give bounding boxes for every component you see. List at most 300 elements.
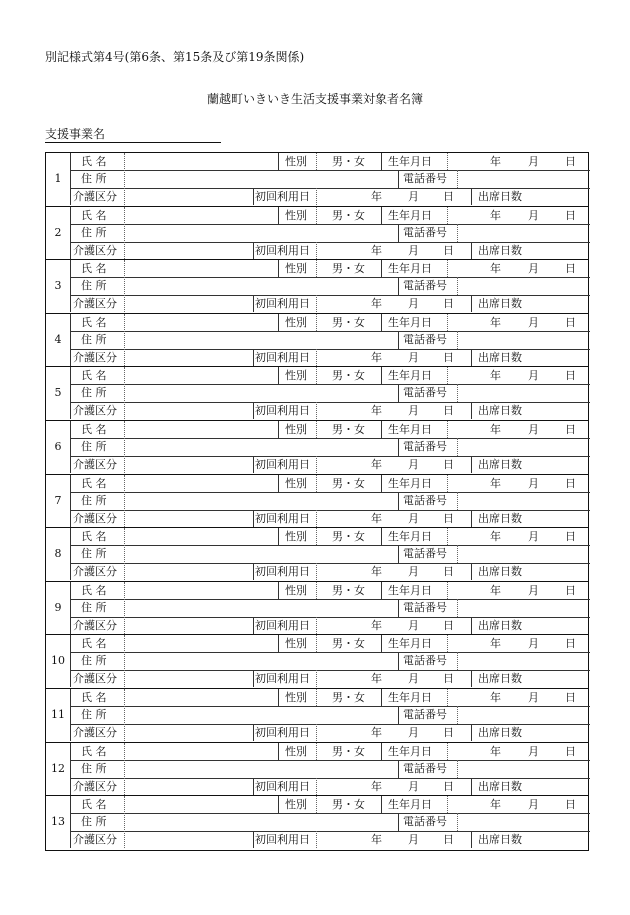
address-label: 住 所 xyxy=(81,707,107,721)
sex-options[interactable]: 男・女 xyxy=(332,155,365,168)
first-use-month-label: 月 xyxy=(408,297,419,311)
column-divider xyxy=(70,475,71,527)
phone-field[interactable] xyxy=(457,277,590,295)
entry-number: 13 xyxy=(51,815,65,829)
roster-entry xyxy=(46,743,588,797)
first-use-month-label: 月 xyxy=(408,511,419,525)
address-label: 住 所 xyxy=(81,279,107,293)
column-divider xyxy=(398,277,399,295)
address-field[interactable] xyxy=(124,438,398,456)
column-divider xyxy=(471,349,472,366)
address-label: 住 所 xyxy=(81,493,107,507)
name-field[interactable] xyxy=(124,475,278,492)
birth-year-label: 年 xyxy=(490,798,501,812)
care-level-field[interactable] xyxy=(124,617,253,634)
phone-label: 電話番号 xyxy=(403,815,447,829)
entry-number: 9 xyxy=(54,600,62,614)
column-divider xyxy=(381,260,382,277)
column-divider xyxy=(381,689,382,706)
label-separator xyxy=(447,367,448,384)
first-use-year-label: 年 xyxy=(371,511,382,525)
address-label: 住 所 xyxy=(81,225,107,239)
attendance-field[interactable] xyxy=(526,349,590,366)
birth-day-label: 日 xyxy=(565,315,576,329)
birth-year-label: 年 xyxy=(490,637,501,651)
name-label: 氏 名 xyxy=(81,530,107,544)
care-level-label: 介護区分 xyxy=(73,243,117,257)
birthdate-label: 生年月日 xyxy=(388,315,432,329)
address-field[interactable] xyxy=(124,652,398,670)
column-divider xyxy=(471,563,472,580)
phone-label: 電話番号 xyxy=(403,600,447,614)
label-separator xyxy=(316,724,317,741)
phone-field[interactable] xyxy=(457,652,590,670)
first-use-year-label: 年 xyxy=(371,457,382,471)
sex-options[interactable]: 男・女 xyxy=(332,637,365,651)
birth-month-label: 月 xyxy=(528,369,539,383)
birth-day-label: 日 xyxy=(565,798,576,812)
column-divider xyxy=(253,670,254,687)
entry-number: 10 xyxy=(51,654,65,668)
first-use-label: 初回利用日 xyxy=(255,243,310,257)
name-label: 氏 名 xyxy=(81,690,107,704)
first-use-day-label: 日 xyxy=(443,190,454,203)
column-divider xyxy=(253,724,254,741)
business-name-field[interactable]: 支援事業名 xyxy=(45,127,221,143)
first-use-year-label: 年 xyxy=(371,565,382,579)
address-label: 住 所 xyxy=(81,654,107,668)
attendance-label: 出席日数 xyxy=(478,457,522,471)
name-field[interactable] xyxy=(124,367,278,384)
column-divider xyxy=(381,367,382,384)
birthdate-label: 生年月日 xyxy=(388,530,432,544)
first-use-label: 初回利用日 xyxy=(255,779,310,793)
page-title: 蘭越町いきいき生活支援事業対象者名簿 xyxy=(206,92,423,106)
birth-month-label: 月 xyxy=(528,315,539,329)
name-field[interactable] xyxy=(124,528,278,545)
birth-month-label: 月 xyxy=(528,208,539,222)
name-label: 氏 名 xyxy=(81,262,107,276)
sex-label: 性別 xyxy=(285,155,307,168)
address-label: 住 所 xyxy=(81,332,107,346)
care-level-field[interactable] xyxy=(124,188,253,205)
attendance-field[interactable] xyxy=(526,778,590,795)
column-divider xyxy=(253,563,254,580)
name-field[interactable] xyxy=(124,635,278,652)
birth-year-label: 年 xyxy=(490,422,501,436)
label-separator xyxy=(447,582,448,599)
entry-number: 3 xyxy=(54,279,62,293)
attendance-label: 出席日数 xyxy=(478,672,522,686)
attendance-field[interactable] xyxy=(526,617,590,634)
birth-month-label: 月 xyxy=(528,422,539,436)
label-separator xyxy=(316,635,317,652)
column-divider xyxy=(471,456,472,473)
first-use-day-label: 日 xyxy=(443,511,454,525)
care-level-field[interactable] xyxy=(124,402,253,419)
column-divider xyxy=(471,295,472,312)
column-divider xyxy=(381,314,382,331)
entry-number: 11 xyxy=(51,707,65,721)
care-level-field[interactable] xyxy=(124,295,253,312)
birthdate-label: 生年月日 xyxy=(388,155,432,168)
name-label: 氏 名 xyxy=(81,744,107,758)
first-use-day-label: 日 xyxy=(443,779,454,793)
phone-field[interactable] xyxy=(457,760,590,778)
attendance-field[interactable] xyxy=(526,295,590,312)
birth-year-label: 年 xyxy=(490,583,501,597)
care-level-label: 介護区分 xyxy=(73,779,117,793)
first-use-month-label: 月 xyxy=(408,618,419,632)
column-divider xyxy=(398,170,399,188)
name-field[interactable] xyxy=(124,153,278,170)
name-field[interactable] xyxy=(124,314,278,331)
care-level-label: 介護区分 xyxy=(73,725,117,739)
care-level-label: 介護区分 xyxy=(73,297,117,311)
care-level-label: 介護区分 xyxy=(73,457,117,471)
roster-entry xyxy=(46,153,588,207)
first-use-month-label: 月 xyxy=(408,725,419,739)
first-use-month-label: 月 xyxy=(408,404,419,418)
roster-entry xyxy=(46,314,588,368)
label-separator xyxy=(447,207,448,224)
column-divider xyxy=(471,402,472,419)
attendance-label: 出席日数 xyxy=(478,565,522,579)
birth-month-label: 月 xyxy=(528,637,539,651)
sex-label: 性別 xyxy=(285,798,307,812)
column-divider xyxy=(70,582,71,634)
column-divider xyxy=(381,796,382,813)
label-separator xyxy=(447,689,448,706)
column-divider xyxy=(398,331,399,349)
address-label: 住 所 xyxy=(81,547,107,561)
column-divider xyxy=(381,528,382,545)
birth-month-label: 月 xyxy=(528,155,539,168)
birth-day-label: 日 xyxy=(565,744,576,758)
label-separator xyxy=(447,421,448,438)
name-field[interactable] xyxy=(124,743,278,760)
sex-options[interactable]: 男・女 xyxy=(332,798,365,812)
roster-table xyxy=(45,152,589,851)
column-divider xyxy=(398,438,399,456)
column-divider xyxy=(471,724,472,741)
column-divider xyxy=(278,689,279,706)
sex-label: 性別 xyxy=(285,637,307,651)
roster-entry xyxy=(46,207,588,261)
column-divider xyxy=(381,207,382,224)
address-field[interactable] xyxy=(124,813,398,831)
attendance-label: 出席日数 xyxy=(478,511,522,525)
name-label: 氏 名 xyxy=(81,155,107,168)
sex-label: 性別 xyxy=(285,315,307,329)
name-label: 氏 名 xyxy=(81,637,107,651)
care-level-field[interactable] xyxy=(124,456,253,473)
attendance-field[interactable] xyxy=(526,510,590,527)
first-use-day-label: 日 xyxy=(443,725,454,739)
column-divider xyxy=(471,510,472,527)
phone-field[interactable] xyxy=(457,438,590,456)
label-separator xyxy=(316,475,317,492)
column-divider xyxy=(70,796,71,848)
first-use-year-label: 年 xyxy=(371,618,382,632)
column-divider xyxy=(278,635,279,652)
sex-options[interactable]: 男・女 xyxy=(332,369,365,383)
care-level-label: 介護区分 xyxy=(73,350,117,364)
first-use-month-label: 月 xyxy=(408,243,419,257)
birth-year-label: 年 xyxy=(490,744,501,758)
name-field[interactable] xyxy=(124,689,278,706)
first-use-month-label: 月 xyxy=(408,779,419,793)
label-separator xyxy=(316,188,317,205)
phone-field[interactable] xyxy=(457,599,590,617)
sex-label: 性別 xyxy=(285,744,307,758)
phone-field[interactable] xyxy=(457,492,590,510)
phone-field[interactable] xyxy=(457,384,590,402)
care-level-field[interactable] xyxy=(124,242,253,259)
phone-label: 電話番号 xyxy=(403,439,447,453)
first-use-day-label: 日 xyxy=(443,457,454,471)
first-use-year-label: 年 xyxy=(371,833,382,847)
birth-month-label: 月 xyxy=(528,583,539,597)
attendance-label: 出席日数 xyxy=(478,350,522,364)
column-divider xyxy=(70,743,71,795)
address-field[interactable] xyxy=(124,545,398,563)
address-field[interactable] xyxy=(124,170,398,188)
label-separator xyxy=(316,617,317,634)
care-level-label: 介護区分 xyxy=(73,404,117,418)
attendance-field[interactable] xyxy=(526,402,590,419)
sex-options[interactable]: 男・女 xyxy=(332,744,365,758)
attendance-field[interactable] xyxy=(526,831,590,848)
birth-year-label: 年 xyxy=(490,315,501,329)
column-divider xyxy=(471,188,472,205)
column-divider xyxy=(398,545,399,563)
column-divider xyxy=(253,510,254,527)
name-field[interactable] xyxy=(124,796,278,813)
sex-label: 性別 xyxy=(285,262,307,276)
phone-label: 電話番号 xyxy=(403,493,447,507)
address-field[interactable] xyxy=(124,384,398,402)
phone-label: 電話番号 xyxy=(403,654,447,668)
column-divider xyxy=(398,224,399,242)
first-use-label: 初回利用日 xyxy=(255,457,310,471)
care-level-label: 介護区分 xyxy=(73,672,117,686)
birth-month-label: 月 xyxy=(528,262,539,276)
first-use-day-label: 日 xyxy=(443,297,454,311)
first-use-label: 初回利用日 xyxy=(255,511,310,525)
sex-label: 性別 xyxy=(285,583,307,597)
birth-day-label: 日 xyxy=(565,208,576,222)
phone-field[interactable] xyxy=(457,170,590,188)
phone-field[interactable] xyxy=(457,545,590,563)
phone-field[interactable] xyxy=(457,224,590,242)
entry-number: 8 xyxy=(54,547,62,561)
label-separator xyxy=(316,528,317,545)
attendance-field[interactable] xyxy=(526,563,590,580)
address-label: 住 所 xyxy=(81,172,107,185)
first-use-year-label: 年 xyxy=(371,725,382,739)
birth-day-label: 日 xyxy=(565,583,576,597)
birth-year-label: 年 xyxy=(490,208,501,222)
care-level-field[interactable] xyxy=(124,563,253,580)
sex-options[interactable]: 男・女 xyxy=(332,208,365,222)
care-level-label: 介護区分 xyxy=(73,565,117,579)
roster-entry xyxy=(46,260,588,314)
column-divider xyxy=(70,314,71,366)
entry-number: 5 xyxy=(54,386,62,400)
column-divider xyxy=(70,260,71,312)
attendance-field[interactable] xyxy=(526,242,590,259)
birthdate-label: 生年月日 xyxy=(388,798,432,812)
phone-field[interactable] xyxy=(457,813,590,831)
birth-year-label: 年 xyxy=(490,262,501,276)
column-divider xyxy=(278,528,279,545)
column-divider xyxy=(381,635,382,652)
name-label: 氏 名 xyxy=(81,476,107,490)
phone-label: 電話番号 xyxy=(403,761,447,775)
column-divider xyxy=(398,813,399,831)
name-field[interactable] xyxy=(124,582,278,599)
first-use-label: 初回利用日 xyxy=(255,618,310,632)
column-divider xyxy=(253,831,254,848)
column-divider xyxy=(253,402,254,419)
sex-label: 性別 xyxy=(285,422,307,436)
label-separator xyxy=(316,743,317,760)
sex-options[interactable]: 男・女 xyxy=(332,315,365,329)
column-divider xyxy=(253,188,254,205)
column-divider xyxy=(381,475,382,492)
attendance-field[interactable] xyxy=(526,670,590,687)
birthdate-label: 生年月日 xyxy=(388,583,432,597)
name-label: 氏 名 xyxy=(81,315,107,329)
column-divider xyxy=(253,295,254,312)
attendance-field[interactable] xyxy=(526,188,590,205)
name-field[interactable] xyxy=(124,207,278,224)
phone-field[interactable] xyxy=(457,331,590,349)
column-divider xyxy=(278,207,279,224)
first-use-month-label: 月 xyxy=(408,190,419,203)
column-divider xyxy=(253,778,254,795)
column-divider xyxy=(70,153,71,205)
address-label: 住 所 xyxy=(81,600,107,614)
sex-options[interactable]: 男・女 xyxy=(332,583,365,597)
label-separator xyxy=(316,510,317,527)
phone-label: 電話番号 xyxy=(403,279,447,293)
entry-number: 6 xyxy=(54,439,62,453)
care-level-field[interactable] xyxy=(124,510,253,527)
name-field[interactable] xyxy=(124,260,278,277)
phone-field[interactable] xyxy=(457,706,590,724)
attendance-field[interactable] xyxy=(526,456,590,473)
column-divider xyxy=(253,242,254,259)
address-field[interactable] xyxy=(124,760,398,778)
entry-number: 4 xyxy=(54,332,62,346)
column-divider xyxy=(398,492,399,510)
sex-options[interactable]: 男・女 xyxy=(332,476,365,490)
sex-options[interactable]: 男・女 xyxy=(332,690,365,704)
roster-entry xyxy=(46,528,588,582)
birth-day-label: 日 xyxy=(565,262,576,276)
address-field[interactable] xyxy=(124,331,398,349)
label-separator xyxy=(316,207,317,224)
address-field[interactable] xyxy=(124,277,398,295)
first-use-label: 初回利用日 xyxy=(255,350,310,364)
roster-entry xyxy=(46,582,588,636)
roster-entry xyxy=(46,475,588,529)
label-separator xyxy=(316,421,317,438)
column-divider xyxy=(381,582,382,599)
column-divider xyxy=(70,367,71,419)
phone-label: 電話番号 xyxy=(403,172,447,185)
name-label: 氏 名 xyxy=(81,583,107,597)
roster-entry xyxy=(46,689,588,743)
label-separator xyxy=(316,349,317,366)
attendance-label: 出席日数 xyxy=(478,404,522,418)
label-separator xyxy=(316,260,317,277)
care-level-field[interactable] xyxy=(124,349,253,366)
column-divider xyxy=(278,367,279,384)
phone-label: 電話番号 xyxy=(403,386,447,400)
birth-day-label: 日 xyxy=(565,637,576,651)
first-use-year-label: 年 xyxy=(371,243,382,257)
column-divider xyxy=(278,314,279,331)
first-use-year-label: 年 xyxy=(371,350,382,364)
attendance-label: 出席日数 xyxy=(478,243,522,257)
first-use-month-label: 月 xyxy=(408,672,419,686)
sex-options[interactable]: 男・女 xyxy=(332,530,365,544)
name-field[interactable] xyxy=(124,421,278,438)
address-field[interactable] xyxy=(124,224,398,242)
label-separator xyxy=(447,153,448,170)
care-level-field[interactable] xyxy=(124,724,253,741)
first-use-year-label: 年 xyxy=(371,404,382,418)
label-separator xyxy=(447,635,448,652)
sex-label: 性別 xyxy=(285,369,307,383)
birthdate-label: 生年月日 xyxy=(388,422,432,436)
birth-day-label: 日 xyxy=(565,476,576,490)
sex-options[interactable]: 男・女 xyxy=(332,262,365,276)
label-separator xyxy=(447,475,448,492)
first-use-label: 初回利用日 xyxy=(255,404,310,418)
first-use-year-label: 年 xyxy=(371,190,382,203)
column-divider xyxy=(398,760,399,778)
address-field[interactable] xyxy=(124,706,398,724)
address-field[interactable] xyxy=(124,492,398,510)
column-divider xyxy=(253,349,254,366)
entry-number: 2 xyxy=(54,225,62,239)
birth-day-label: 日 xyxy=(565,369,576,383)
first-use-day-label: 日 xyxy=(443,618,454,632)
attendance-field[interactable] xyxy=(526,724,590,741)
sex-options[interactable]: 男・女 xyxy=(332,422,365,436)
care-level-field[interactable] xyxy=(124,831,253,848)
column-divider xyxy=(471,242,472,259)
column-divider xyxy=(471,670,472,687)
address-field[interactable] xyxy=(124,599,398,617)
birthdate-label: 生年月日 xyxy=(388,690,432,704)
label-separator xyxy=(316,242,317,259)
column-divider xyxy=(471,831,472,848)
birthdate-label: 生年月日 xyxy=(388,744,432,758)
column-divider xyxy=(398,652,399,670)
roster-entry xyxy=(46,635,588,689)
label-separator xyxy=(316,456,317,473)
first-use-day-label: 日 xyxy=(443,404,454,418)
care-level-field[interactable] xyxy=(124,778,253,795)
phone-label: 電話番号 xyxy=(403,332,447,346)
label-separator xyxy=(316,367,317,384)
care-level-field[interactable] xyxy=(124,670,253,687)
